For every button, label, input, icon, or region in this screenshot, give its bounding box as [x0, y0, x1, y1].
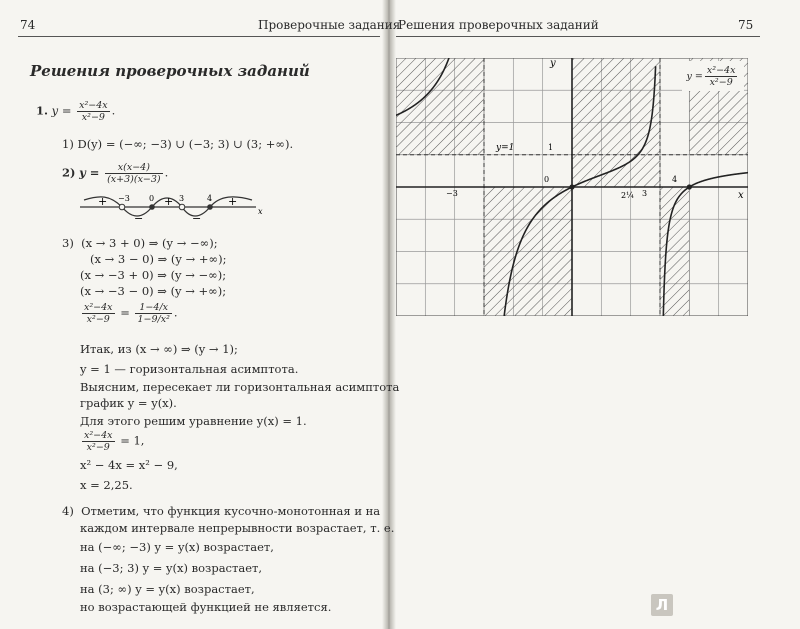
step3-limit-2: (x → 3 − 0) ⇒ (y → +∞);	[90, 252, 227, 266]
conclusion-5: Для этого решим уравнение y(x) = 1.	[80, 414, 307, 428]
limit-rhs	[135, 302, 171, 325]
right-header-rule	[396, 36, 760, 37]
task-func: y =	[51, 103, 72, 118]
tick-label-4: 4	[672, 175, 678, 184]
step4-text-1: Отметим, что функция кусочно-монотонная и на	[81, 504, 381, 518]
conclusion-2: y = 1 — горизонтальная асимптота.	[80, 362, 299, 376]
task-fraction-num: x²−4x	[79, 100, 108, 111]
tick-label-3: 3	[642, 189, 648, 198]
sign-point-minus3	[119, 204, 125, 210]
sign-label-point-3: 4	[207, 194, 213, 203]
equation-2: x² − 4x = x² − 9,	[80, 458, 178, 472]
step4-line-4: на (−3; 3) y = y(x) возрастает,	[80, 561, 263, 575]
step1-text: D(y) = (−∞; −3) ∪ (−3; 3) ∪ (3; +∞).	[77, 137, 294, 151]
step3-label: 3)	[62, 236, 74, 250]
step3-limit-3: (x → −3 + 0) ⇒ (y → −∞);	[80, 268, 227, 282]
sign-point-4	[207, 204, 213, 210]
step3-line-1	[62, 236, 218, 250]
step2-fraction	[105, 162, 163, 185]
sign-3: −	[192, 212, 202, 225]
eq1-fraction	[82, 430, 115, 453]
sign-2: +	[164, 195, 174, 208]
sign-1: −	[134, 212, 144, 225]
limit-lhs	[82, 302, 115, 325]
section-title: Решения проверочных заданий	[30, 62, 310, 80]
publisher-logo: Л	[651, 594, 673, 616]
limit-equals: =	[120, 305, 130, 320]
left-header-rule	[18, 36, 380, 37]
limit-rhs-num: 1−4/x	[135, 302, 171, 314]
sign-label-point-0: −3	[118, 194, 130, 203]
equation-1	[80, 430, 144, 453]
step3-limit-1: (x → 3 + 0) ⇒ (y → −∞);	[81, 236, 218, 250]
tick-label-1: 1	[548, 143, 554, 152]
sign-axis-label: x	[258, 207, 263, 216]
step-2: 2) y = $\frac{x(x-4)}{(x+3)(x-3)}$ .	[62, 162, 169, 185]
left-running-header: Проверочные задания	[258, 18, 401, 32]
legend-den: x²−9	[709, 76, 733, 88]
right-running-header: Решения проверочных заданий	[398, 18, 599, 32]
step2-fraction-den: (x+3)(x−3)	[107, 174, 161, 185]
task-number: 1.	[36, 103, 49, 118]
conclusion-1: Итак, из (x → ∞) ⇒ (y → 1);	[80, 342, 238, 356]
legend-func: y =	[686, 70, 703, 82]
step2-func: y =	[79, 165, 100, 180]
right-page-number: 75	[738, 18, 754, 32]
sign-chart	[80, 192, 265, 228]
tick-label-0: 0	[544, 175, 550, 184]
step1-label: 1)	[62, 137, 74, 151]
conclusion-4: график y = y(x).	[80, 396, 177, 410]
curve-zero-point	[569, 184, 574, 189]
left-page-number: 74	[20, 18, 36, 32]
task-fraction-den: x²−9	[81, 112, 105, 123]
step3-limit-4: (x → −3 − 0) ⇒ (y → +∞);	[80, 284, 227, 298]
eq1-rhs: = 1,	[120, 433, 145, 448]
limit-lhs-num: x²−4x	[84, 302, 113, 313]
sign-0: +	[98, 195, 108, 208]
tick-label-2-25: 2¼	[621, 191, 634, 200]
conclusion-3: Выясним, пересекает ли горизонтальная асимптота	[80, 380, 400, 394]
sign-label-point-1: 0	[149, 194, 155, 203]
function-graph	[396, 58, 748, 316]
step4-line-2: каждом интервале непрерывности возрастает, т. е.	[80, 521, 395, 535]
step4-line-5: на (3; ∞) y = y(x) возрастает,	[80, 582, 255, 596]
sign-label-point-2: 3	[179, 194, 185, 203]
legend-fraction	[705, 65, 738, 88]
x-axis-label: x	[738, 190, 744, 201]
y-axis-label: y	[550, 58, 556, 69]
graph-legend	[682, 61, 744, 91]
hatched-region	[572, 58, 660, 187]
sign-point-3	[179, 204, 185, 210]
sign-4: +	[228, 195, 238, 208]
sign-point-0	[149, 204, 155, 210]
eq1-den: x²−9	[86, 442, 110, 453]
step-1	[62, 137, 293, 151]
asymptote-label: y=1	[496, 143, 515, 153]
tick-label-minus3: −3	[446, 189, 458, 198]
step4-line-1	[62, 504, 380, 518]
eq1-num: x²−4x	[84, 430, 113, 441]
limit-lhs-den: x²−9	[86, 314, 110, 325]
step2-label: 2)	[62, 165, 76, 180]
curve-zero-point	[687, 184, 692, 189]
step4-label: 4)	[62, 504, 74, 518]
legend-num: x²−4x	[706, 64, 736, 76]
step4-line-6: но возрастающей функцией не является.	[80, 600, 332, 614]
step2-fraction-num: x(x−4)	[105, 162, 163, 174]
limit-expression: $\frac{\text{x²−4x}}{\text{x²−9}}$ = $\frac{1-4/x}{\text{1−9/x²}}$ .	[84, 302, 178, 325]
step4-line-3: на (−∞; −3) y = y(x) возрастает,	[80, 540, 274, 554]
task-fraction	[77, 100, 110, 123]
equation-3: x = 2,25.	[80, 478, 133, 492]
hatched-region	[396, 58, 484, 155]
limit-rhs-den: 1−9/x²	[137, 314, 170, 325]
task-1: 1. y = $\frac{\text{x²−4x}}{\text{x²−9}}$ .	[36, 100, 116, 123]
hatched-region	[484, 187, 572, 316]
